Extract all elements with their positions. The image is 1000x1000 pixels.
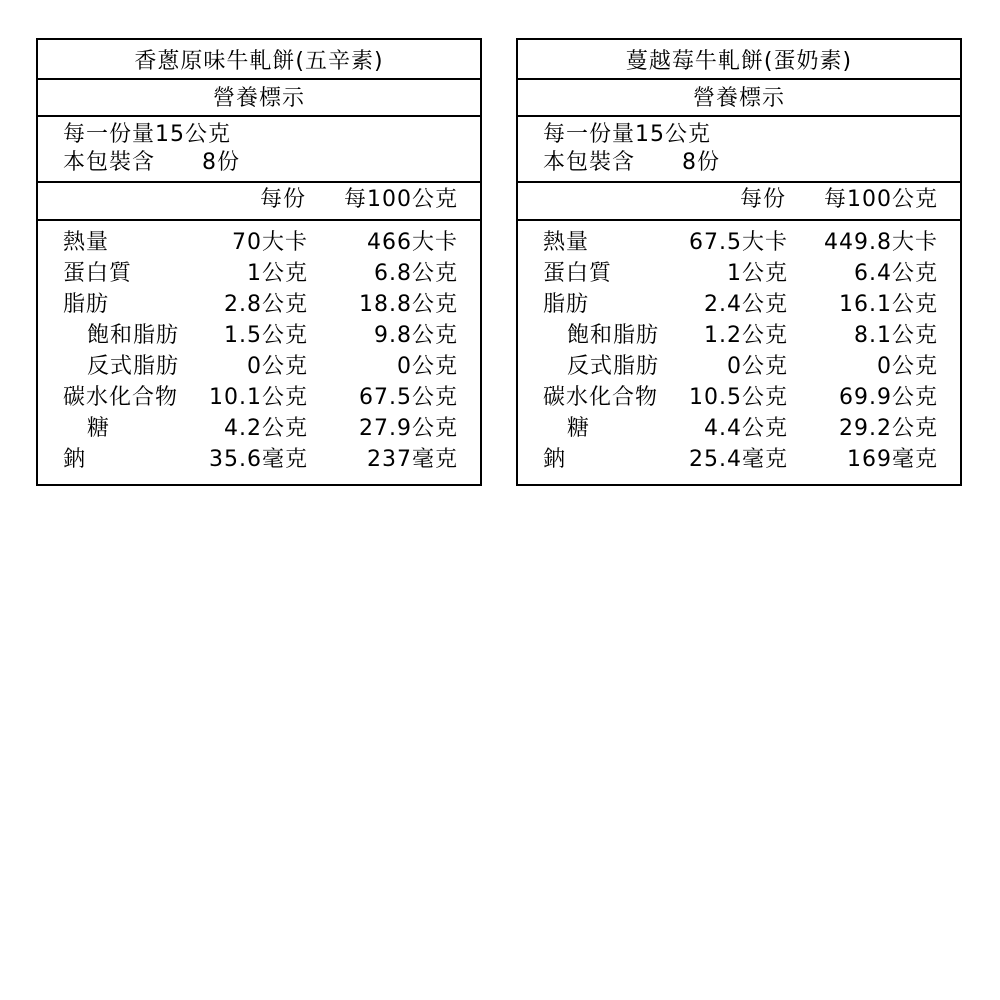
nutrient-row-carbohydrate (518, 382, 960, 413)
nutrient-per-100g: 69.9公克 (839, 385, 938, 410)
nutrient-row-fat (518, 289, 960, 320)
nutrient-name: 脂肪 (543, 292, 590, 317)
nutrient-row-protein (518, 258, 960, 289)
nutrient-per-serving: 1公克 (727, 261, 788, 286)
col-per-100g: 每100公克 (344, 187, 458, 212)
nutrient-row-energy (518, 227, 960, 258)
nutrient-per-serving: 10.1公克 (209, 385, 308, 410)
nutrient-name: 碳水化合物 (543, 385, 659, 410)
column-header-row (38, 181, 480, 221)
nutrient-rows (38, 227, 480, 475)
nutrient-per-serving: 4.4公克 (704, 416, 788, 441)
nutrient-per-100g: 6.8公克 (374, 261, 458, 286)
nutrient-row-saturated-fat (518, 320, 960, 351)
nutrient-per-serving: 1.5公克 (224, 323, 308, 348)
nutrient-per-100g: 18.8公克 (359, 292, 458, 317)
serving-size: 每一份量15公克 (543, 122, 711, 147)
nutrient-row-carbohydrate (38, 382, 480, 413)
nutrient-row-sodium (38, 444, 480, 475)
serving-info (38, 115, 480, 183)
nutrient-per-100g: 27.9公克 (359, 416, 458, 441)
nutrient-row-sugar (518, 413, 960, 444)
nutrient-name: 糖 (567, 416, 591, 441)
product-title: 蔓越莓牛軋餅(蛋奶素) (518, 40, 960, 80)
nutrient-per-serving: 0公克 (727, 354, 788, 379)
nutrient-row-sodium (518, 444, 960, 475)
nutrient-per-100g: 29.2公克 (839, 416, 938, 441)
nutrient-per-serving: 1.2公克 (704, 323, 788, 348)
nutrient-per-100g: 449.8大卡 (824, 230, 938, 255)
nutrition-panel-scallion (36, 38, 482, 486)
nutrition-label-heading: 營養標示 (518, 78, 960, 117)
nutrient-name: 碳水化合物 (63, 385, 179, 410)
nutrient-name: 反式脂肪 (567, 354, 660, 379)
nutrient-per-serving: 25.4毫克 (689, 447, 788, 472)
nutrient-per-serving: 1公克 (247, 261, 308, 286)
nutrition-label-heading: 營養標示 (38, 78, 480, 117)
nutrient-row-fat (38, 289, 480, 320)
nutrient-per-serving: 10.5公克 (689, 385, 788, 410)
servings-label: 本包裝含 (63, 150, 156, 175)
nutrient-name: 飽和脂肪 (567, 323, 660, 348)
serving-info (518, 115, 960, 183)
nutrient-per-serving: 67.5大卡 (689, 230, 788, 255)
servings-value: 8份 (682, 150, 720, 175)
nutrient-per-serving: 2.8公克 (224, 292, 308, 317)
nutrient-row-saturated-fat (38, 320, 480, 351)
servings-value: 8份 (202, 150, 240, 175)
nutrient-per-serving: 2.4公克 (704, 292, 788, 317)
nutrient-per-100g: 0公克 (397, 354, 458, 379)
nutrient-rows (518, 227, 960, 475)
nutrient-per-100g: 237毫克 (367, 447, 458, 472)
nutrient-name: 脂肪 (63, 292, 110, 317)
nutrient-per-100g: 8.1公克 (854, 323, 938, 348)
nutrient-name: 飽和脂肪 (87, 323, 180, 348)
product-title: 香蔥原味牛軋餅(五辛素) (38, 40, 480, 80)
nutrient-per-serving: 70大卡 (232, 230, 308, 255)
column-header-row (518, 181, 960, 221)
nutrient-name: 鈉 (63, 447, 87, 472)
nutrient-row-trans-fat (518, 351, 960, 382)
nutrient-per-100g: 0公克 (877, 354, 938, 379)
nutrient-row-trans-fat (38, 351, 480, 382)
nutrient-per-100g: 16.1公克 (839, 292, 938, 317)
servings-label: 本包裝含 (543, 150, 636, 175)
col-per-100g: 每100公克 (824, 187, 938, 212)
nutrient-name: 熱量 (543, 230, 590, 255)
nutrient-row-protein (38, 258, 480, 289)
col-per-serving: 每份 (739, 187, 786, 212)
serving-size: 每一份量15公克 (63, 122, 231, 147)
nutrient-per-serving: 35.6毫克 (209, 447, 308, 472)
nutrient-name: 鈉 (543, 447, 567, 472)
nutrient-row-sugar (38, 413, 480, 444)
nutrient-per-serving: 4.2公克 (224, 416, 308, 441)
nutrient-name: 熱量 (63, 230, 110, 255)
nutrient-per-100g: 6.4公克 (854, 261, 938, 286)
col-per-serving: 每份 (259, 187, 306, 212)
nutrient-name: 反式脂肪 (87, 354, 180, 379)
nutrient-name: 糖 (87, 416, 111, 441)
nutrition-panel-cranberry (516, 38, 962, 486)
nutrient-name: 蛋白質 (63, 261, 133, 286)
nutrient-per-100g: 466大卡 (367, 230, 458, 255)
nutrient-row-energy (38, 227, 480, 258)
nutrient-name: 蛋白質 (543, 261, 613, 286)
nutrient-per-100g: 169毫克 (847, 447, 938, 472)
nutrient-per-serving: 0公克 (247, 354, 308, 379)
nutrient-per-100g: 9.8公克 (374, 323, 458, 348)
nutrient-per-100g: 67.5公克 (359, 385, 458, 410)
